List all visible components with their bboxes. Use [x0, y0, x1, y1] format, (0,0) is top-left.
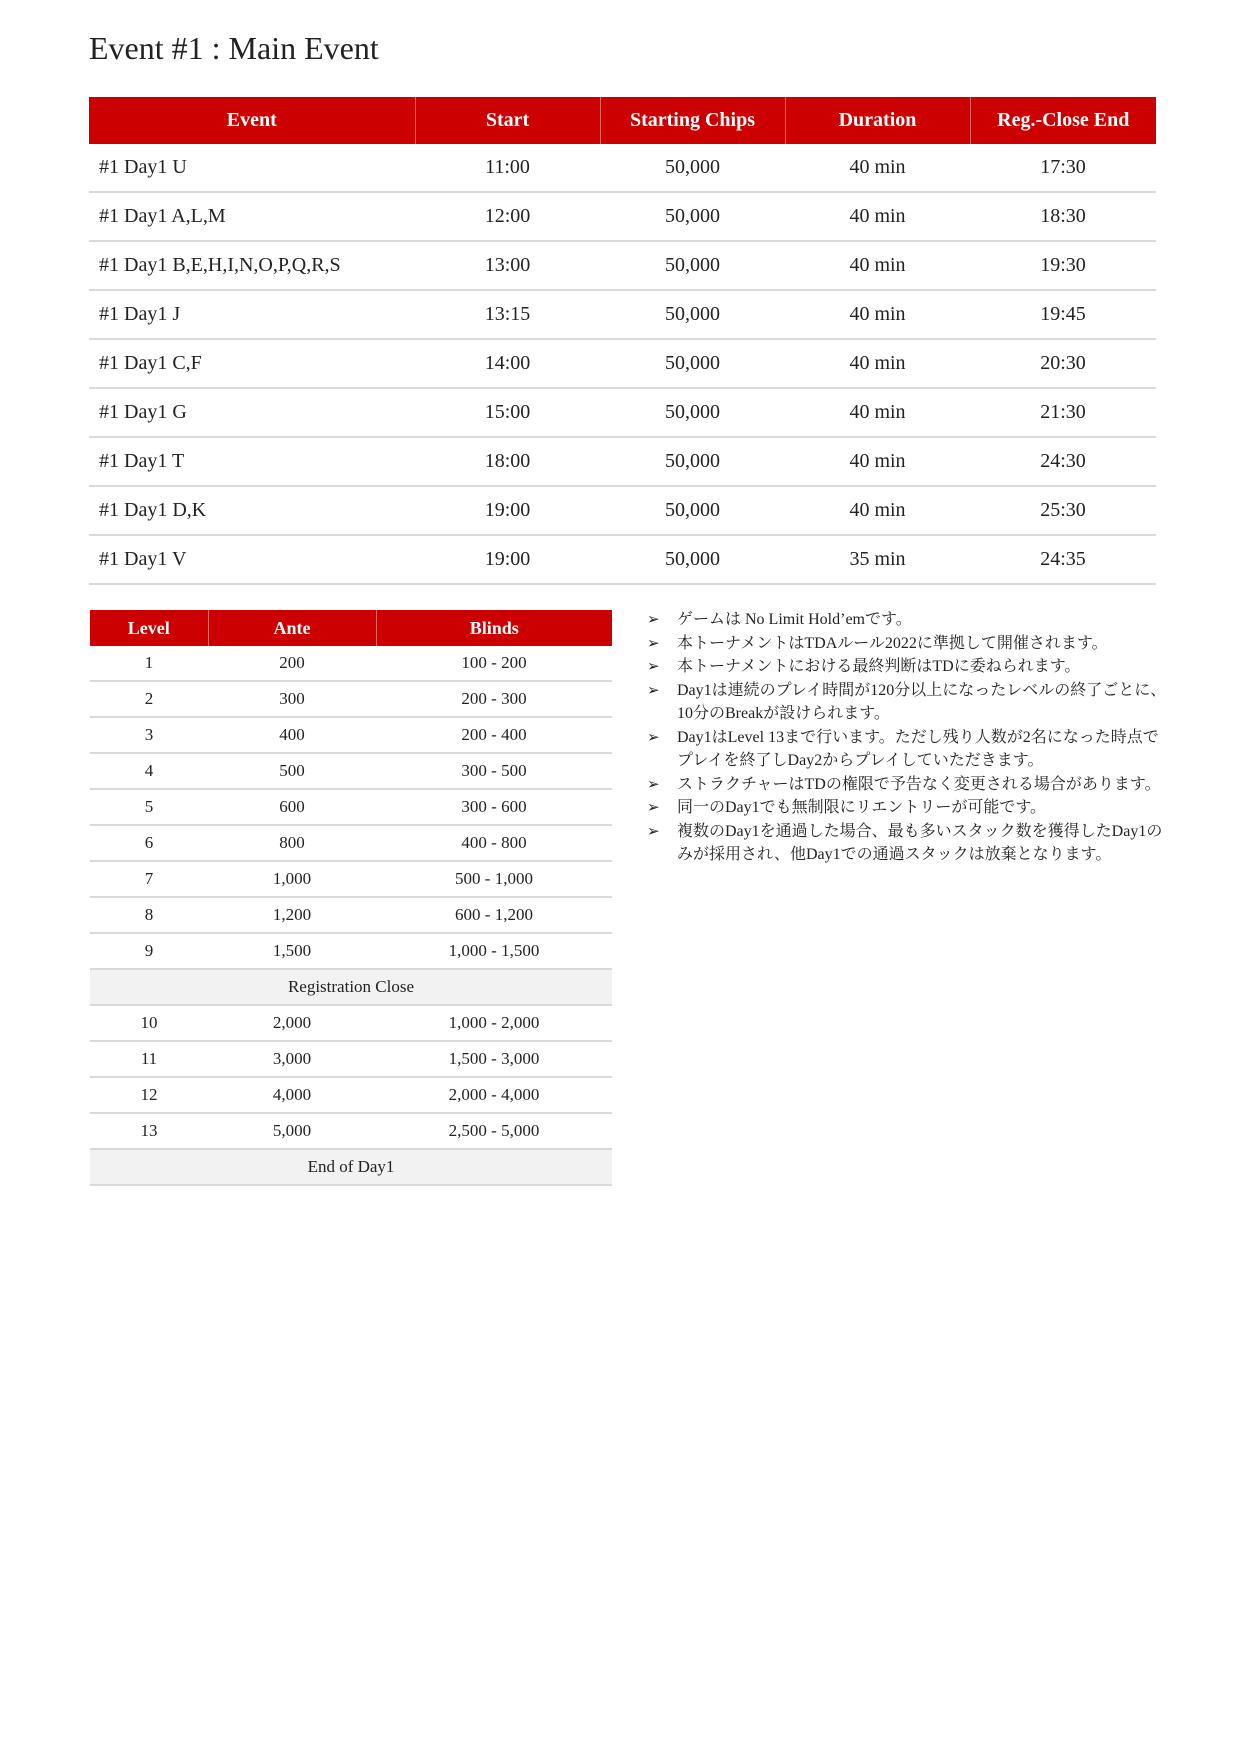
column-header-level: Level [90, 610, 208, 646]
table-cell: 25:30 [970, 486, 1156, 535]
table-cell: 300 - 600 [376, 789, 612, 825]
note-text: Day1は連続のプレイ時間が120分以上になったレベルの終了ごとに、10分のBreakが設けられます。 [677, 681, 1167, 722]
note-text: 本トーナメントにおける最終判断はTDに委ねられます。 [677, 658, 1081, 675]
structure-note: End of Day1 [90, 1149, 612, 1185]
table-row [89, 388, 1156, 437]
column-header-event: Event [89, 97, 415, 144]
column-header-start: Start [415, 97, 600, 144]
table-row [90, 1113, 612, 1149]
table-cell: 40 min [785, 241, 970, 290]
structure-note-row [90, 969, 612, 1005]
page-title: Event #1 : Main Event [89, 30, 379, 66]
structure-table-body [90, 646, 612, 1185]
list-item [647, 726, 1167, 773]
event-table-header-row [89, 97, 1156, 144]
column-header-blinds: Blinds [376, 610, 612, 646]
arrow-bullet-icon: ➢ [647, 680, 660, 699]
table-cell: 18:00 [415, 437, 600, 486]
table-cell: 50,000 [600, 241, 785, 290]
table-row [90, 753, 612, 789]
table-cell: 1,000 - 2,000 [376, 1005, 612, 1041]
table-cell: #1 Day1 D,K [89, 486, 415, 535]
column-header-reg-close-end: Reg.-Close End [970, 97, 1156, 144]
table-cell: #1 Day1 A,L,M [89, 192, 415, 241]
table-cell: #1 Day1 C,F [89, 339, 415, 388]
table-cell: 4 [90, 753, 208, 789]
table-cell: 11:00 [415, 144, 600, 192]
table-row [89, 339, 1156, 388]
list-item [647, 820, 1167, 867]
table-cell: 200 - 300 [376, 681, 612, 717]
table-cell: #1 Day1 B,E,H,I,N,O,P,Q,R,S [89, 241, 415, 290]
table-cell: 13:15 [415, 290, 600, 339]
table-cell: 1,000 [208, 861, 376, 897]
table-cell: #1 Day1 T [89, 437, 415, 486]
table-cell: 7 [90, 861, 208, 897]
note-text: 同一のDay1でも無制限にリエントリーが可能です。 [677, 799, 1047, 816]
blind-structure-table [90, 610, 612, 1186]
table-row [90, 933, 612, 969]
table-cell: 300 - 500 [376, 753, 612, 789]
table-cell: 100 - 200 [376, 646, 612, 681]
table-cell: 4,000 [208, 1077, 376, 1113]
note-text: ゲームは No Limit Hold’emです。 [677, 611, 912, 628]
table-row [90, 1005, 612, 1041]
table-cell: 50,000 [600, 290, 785, 339]
table-cell: 19:00 [415, 486, 600, 535]
table-cell: 1,500 - 3,000 [376, 1041, 612, 1077]
table-cell: 2,000 [208, 1005, 376, 1041]
event-schedule-table [89, 97, 1156, 585]
arrow-bullet-icon: ➢ [647, 798, 660, 816]
table-cell: 200 [208, 646, 376, 681]
list-item [647, 655, 1167, 679]
list-item [647, 608, 1167, 632]
table-cell: 400 [208, 717, 376, 753]
table-row [90, 1077, 612, 1113]
table-cell: 6 [90, 825, 208, 861]
table-cell: 400 - 800 [376, 825, 612, 861]
table-row [89, 144, 1156, 192]
table-cell: 9 [90, 933, 208, 969]
table-row [89, 192, 1156, 241]
table-cell: 40 min [785, 144, 970, 192]
table-cell: 20:30 [970, 339, 1156, 388]
table-cell: 2,000 - 4,000 [376, 1077, 612, 1113]
table-row [90, 789, 612, 825]
list-item [647, 796, 1167, 820]
table-cell: 13:00 [415, 241, 600, 290]
table-cell: 50,000 [600, 339, 785, 388]
table-cell: 15:00 [415, 388, 600, 437]
table-row [90, 1041, 612, 1077]
table-cell: 13 [90, 1113, 208, 1149]
table-cell: 1 [90, 646, 208, 681]
table-cell: 300 [208, 681, 376, 717]
table-cell: 12 [90, 1077, 208, 1113]
table-cell: 21:30 [970, 388, 1156, 437]
table-cell: 19:00 [415, 535, 600, 584]
arrow-bullet-icon: ➢ [647, 821, 660, 840]
structure-note: Registration Close [90, 969, 612, 1005]
table-cell: 50,000 [600, 437, 785, 486]
list-item [647, 773, 1167, 797]
table-cell: 10 [90, 1005, 208, 1041]
table-cell: #1 Day1 J [89, 290, 415, 339]
column-header-duration: Duration [785, 97, 970, 144]
column-header-starting-chips: Starting Chips [600, 97, 785, 144]
table-row [90, 897, 612, 933]
table-cell: #1 Day1 V [89, 535, 415, 584]
table-cell: 2,500 - 5,000 [376, 1113, 612, 1149]
list-item [647, 632, 1167, 656]
table-cell: 3,000 [208, 1041, 376, 1077]
table-row [90, 681, 612, 717]
structure-note-row [90, 1149, 612, 1185]
table-cell: 500 [208, 753, 376, 789]
table-cell: 50,000 [600, 144, 785, 192]
arrow-bullet-icon: ➢ [647, 633, 660, 652]
table-cell: 50,000 [600, 486, 785, 535]
table-cell: 500 - 1,000 [376, 861, 612, 897]
table-row [89, 437, 1156, 486]
table-cell: 35 min [785, 535, 970, 584]
table-row [90, 825, 612, 861]
table-cell: 40 min [785, 192, 970, 241]
table-cell: 40 min [785, 437, 970, 486]
table-cell: 600 [208, 789, 376, 825]
arrow-bullet-icon: ➢ [647, 727, 660, 746]
structure-table-header-row [90, 610, 612, 646]
table-cell: #1 Day1 G [89, 388, 415, 437]
table-cell: 800 [208, 825, 376, 861]
table-cell: 17:30 [970, 144, 1156, 192]
table-cell: 1,500 [208, 933, 376, 969]
note-text: Day1はLevel 13まで行います。ただし残り人数が2名になった時点でプレイを終了しDay2からプレイしていただきます。 [677, 728, 1159, 769]
column-header-ante: Ante [208, 610, 376, 646]
table-cell: 19:30 [970, 241, 1156, 290]
table-cell: 18:30 [970, 192, 1156, 241]
note-text: ストラクチャーはTDの権限で予告なく変更される場合があります。 [677, 775, 1161, 793]
table-row [90, 861, 612, 897]
table-row [89, 486, 1156, 535]
table-cell: 50,000 [600, 535, 785, 584]
table-row [90, 646, 612, 681]
table-cell: 8 [90, 897, 208, 933]
table-cell: 12:00 [415, 192, 600, 241]
table-cell: 2 [90, 681, 208, 717]
table-cell: 50,000 [600, 192, 785, 241]
rules-notes-list [647, 608, 1167, 867]
event-table-body [89, 144, 1156, 584]
table-cell: 11 [90, 1041, 208, 1077]
table-row [89, 535, 1156, 584]
table-cell: 40 min [785, 290, 970, 339]
table-cell: 40 min [785, 486, 970, 535]
arrow-bullet-icon: ➢ [647, 657, 660, 675]
table-cell: 40 min [785, 339, 970, 388]
table-cell: 5 [90, 789, 208, 825]
note-text: 複数のDay1を通過した場合、最も多いスタック数を獲得したDay1のみが採用され、他Day1での通過スタックは放棄となります。 [677, 822, 1163, 863]
table-row [89, 241, 1156, 290]
table-cell: #1 Day1 U [89, 144, 415, 192]
table-row [90, 717, 612, 753]
table-row [89, 290, 1156, 339]
table-cell: 1,000 - 1,500 [376, 933, 612, 969]
table-cell: 50,000 [600, 388, 785, 437]
arrow-bullet-icon: ➢ [647, 774, 660, 793]
table-cell: 200 - 400 [376, 717, 612, 753]
table-cell: 19:45 [970, 290, 1156, 339]
table-cell: 5,000 [208, 1113, 376, 1149]
table-cell: 1,200 [208, 897, 376, 933]
note-text: 本トーナメントはTDAルール2022に準拠して開催されます。 [677, 634, 1108, 652]
table-cell: 24:35 [970, 535, 1156, 584]
table-cell: 24:30 [970, 437, 1156, 486]
table-cell: 14:00 [415, 339, 600, 388]
table-cell: 3 [90, 717, 208, 753]
table-cell: 40 min [785, 388, 970, 437]
list-item [647, 679, 1167, 726]
arrow-bullet-icon: ➢ [647, 610, 660, 628]
table-cell: 600 - 1,200 [376, 897, 612, 933]
